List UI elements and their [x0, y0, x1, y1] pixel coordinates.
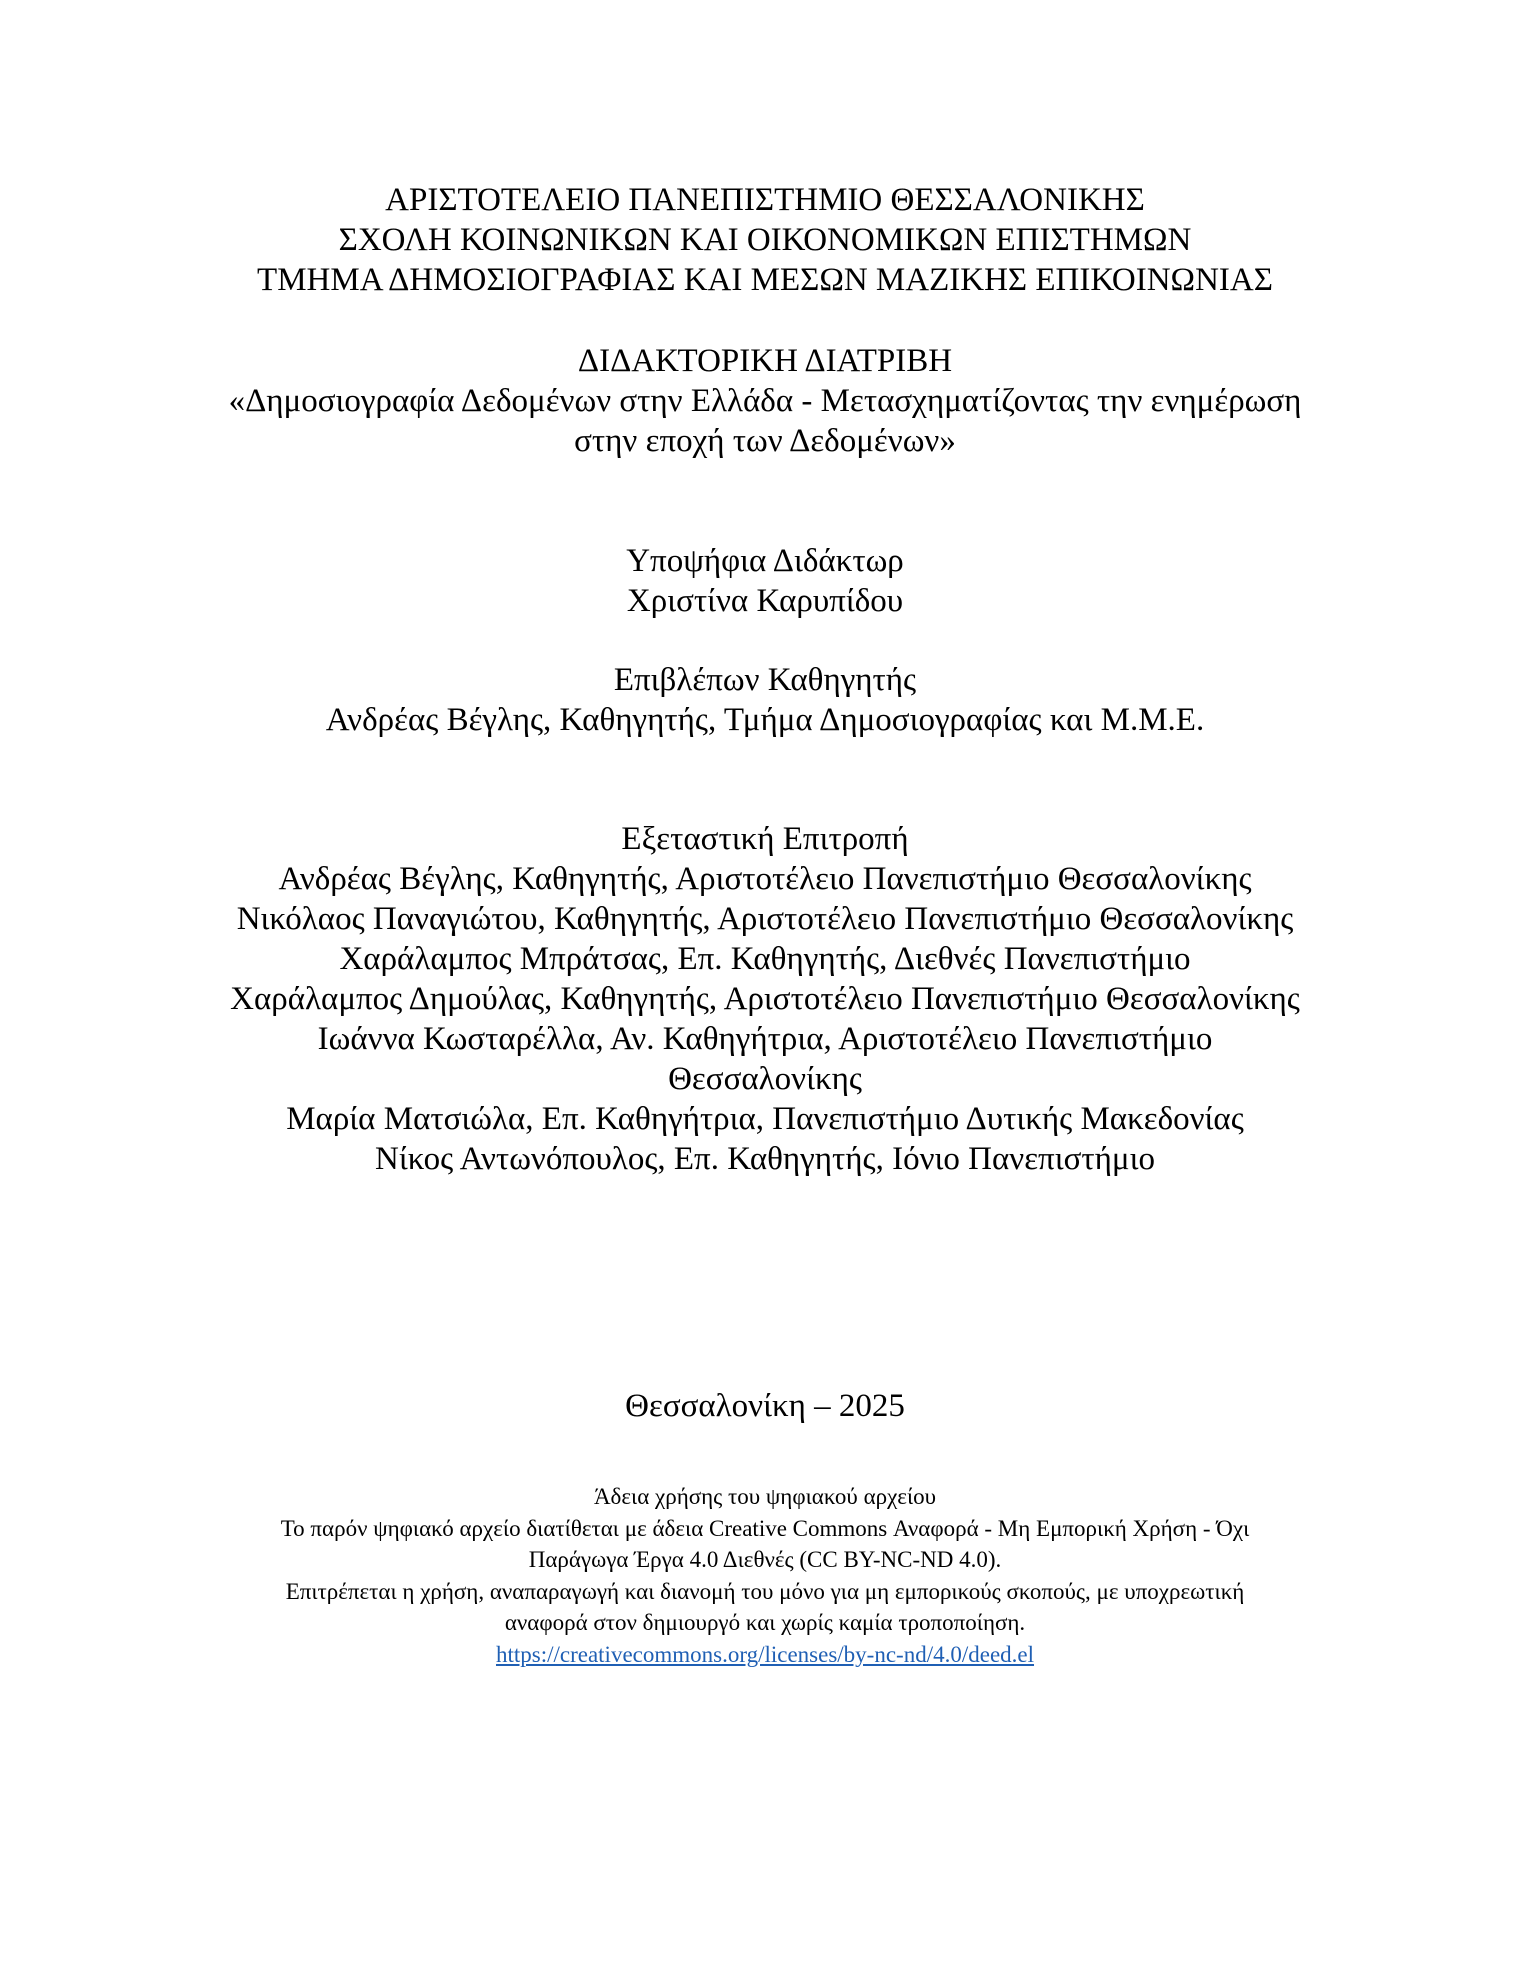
license-text-line: Επιτρέπεται η χρήση, αναπαραγωγή και διανομή του μόνο για μη εμπορικούς σκοπούς, με υποχρεωτική	[285, 1578, 1245, 1604]
license-notice	[0, 1481, 1530, 1670]
committee-member: Χαράλαμπος Δημούλας, Καθηγητής, Αριστοτέλειο Πανεπιστήμιο Θεσσαλονίκης	[230, 981, 1300, 1017]
place-date	[0, 1386, 1530, 1426]
thesis-type: ΔΙΔΑΚΤΟΡΙΚΗ ΔΙΑΤΡΙΒΗ	[577, 343, 953, 379]
committee-member-continued: Θεσσαλονίκης	[668, 1061, 862, 1097]
thesis-title-line-2: στην εποχή των Δεδομένων»	[574, 423, 956, 459]
license-text-line: Το παρόν ψηφιακό αρχείο διατίθεται με άδεια Creative Commons Αναφορά - Μη Εμπορική Χρήση - Όχι	[280, 1515, 1250, 1541]
place-date-text: Θεσσαλονίκη – 2025	[625, 1388, 905, 1424]
license-heading: Άδεια χρήσης του ψηφιακού αρχείου	[593, 1484, 937, 1509]
committee-label: Εξεταστική Επιτροπή	[621, 821, 909, 857]
institution-header	[0, 180, 1530, 300]
candidate-label: Υποψήφια Διδάκτωρ	[626, 543, 904, 579]
university-name: ΑΡΙΣΤΟΤΕΛΕΙΟ ΠΑΝΕΠΙΣΤΗΜΙΟ ΘΕΣΣΑΛΟΝΙΚΗΣ	[385, 182, 1145, 218]
examination-committee	[0, 819, 1530, 1179]
school-name: ΣΧΟΛΗ ΚΟΙΝΩΝΙΚΩΝ ΚΑΙ ΟΙΚΟΝΟΜΙΚΩΝ ΕΠΙΣΤΗΜΩΝ	[338, 222, 1192, 258]
committee-member: Μαρία Ματσιώλα, Επ. Καθηγήτρια, Πανεπιστήμιο Δυτικής Μακεδονίας	[286, 1101, 1244, 1137]
license-link[interactable]: https://creativecommons.org/licenses/by-nc-nd/4.0/deed.el	[495, 1641, 1035, 1667]
committee-member: Νικόλαος Παναγιώτου, Καθηγητής, Αριστοτέλειο Πανεπιστήμιο Θεσσαλονίκης	[236, 901, 1294, 937]
supervisor-block	[0, 660, 1530, 740]
committee-member: Νίκος Αντωνόπουλος, Επ. Καθηγητής, Ιόνιο Πανεπιστήμιο	[375, 1141, 1155, 1177]
supervisor-label: Επιβλέπων Καθηγητής	[613, 662, 917, 698]
license-text-line: αναφορά στον δημιουργό και χωρίς καμία τροποποίηση.	[504, 1610, 1026, 1635]
thesis-title-line-1: «Δημοσιογραφία Δεδομένων στην Ελλάδα - Μετασχηματίζοντας την ενημέρωση	[228, 383, 1302, 419]
license-text-line: Παράγωγα Έργα 4.0 Διεθνές (CC BY-NC-ND 4.0).	[528, 1547, 1002, 1572]
thesis-title-block	[0, 341, 1530, 461]
supervisor-name: Ανδρέας Βέγλης, Καθηγητής, Τμήμα Δημοσιογραφίας και Μ.Μ.Ε.	[325, 702, 1205, 738]
candidate-block	[0, 541, 1530, 621]
department-name: ΤΜΗΜΑ ΔΗΜΟΣΙΟΓΡΑΦΙΑΣ ΚΑΙ ΜΕΣΩΝ ΜΑΖΙΚΗΣ ΕΠΙΚΟΙΝΩΝΙΑΣ	[257, 262, 1273, 298]
committee-member: Ανδρέας Βέγλης, Καθηγητής, Αριστοτέλειο Πανεπιστήμιο Θεσσαλονίκης	[278, 861, 1252, 897]
committee-member: Χαράλαμπος Μπράτσας, Επ. Καθηγητής, Διεθνές Πανεπιστήμιο	[339, 941, 1191, 977]
candidate-name: Χριστίνα Καρυπίδου	[626, 583, 904, 619]
committee-member: Ιωάννα Κωσταρέλλα, Αν. Καθηγήτρια, Αριστοτέλειο Πανεπιστήμιο	[317, 1021, 1213, 1057]
